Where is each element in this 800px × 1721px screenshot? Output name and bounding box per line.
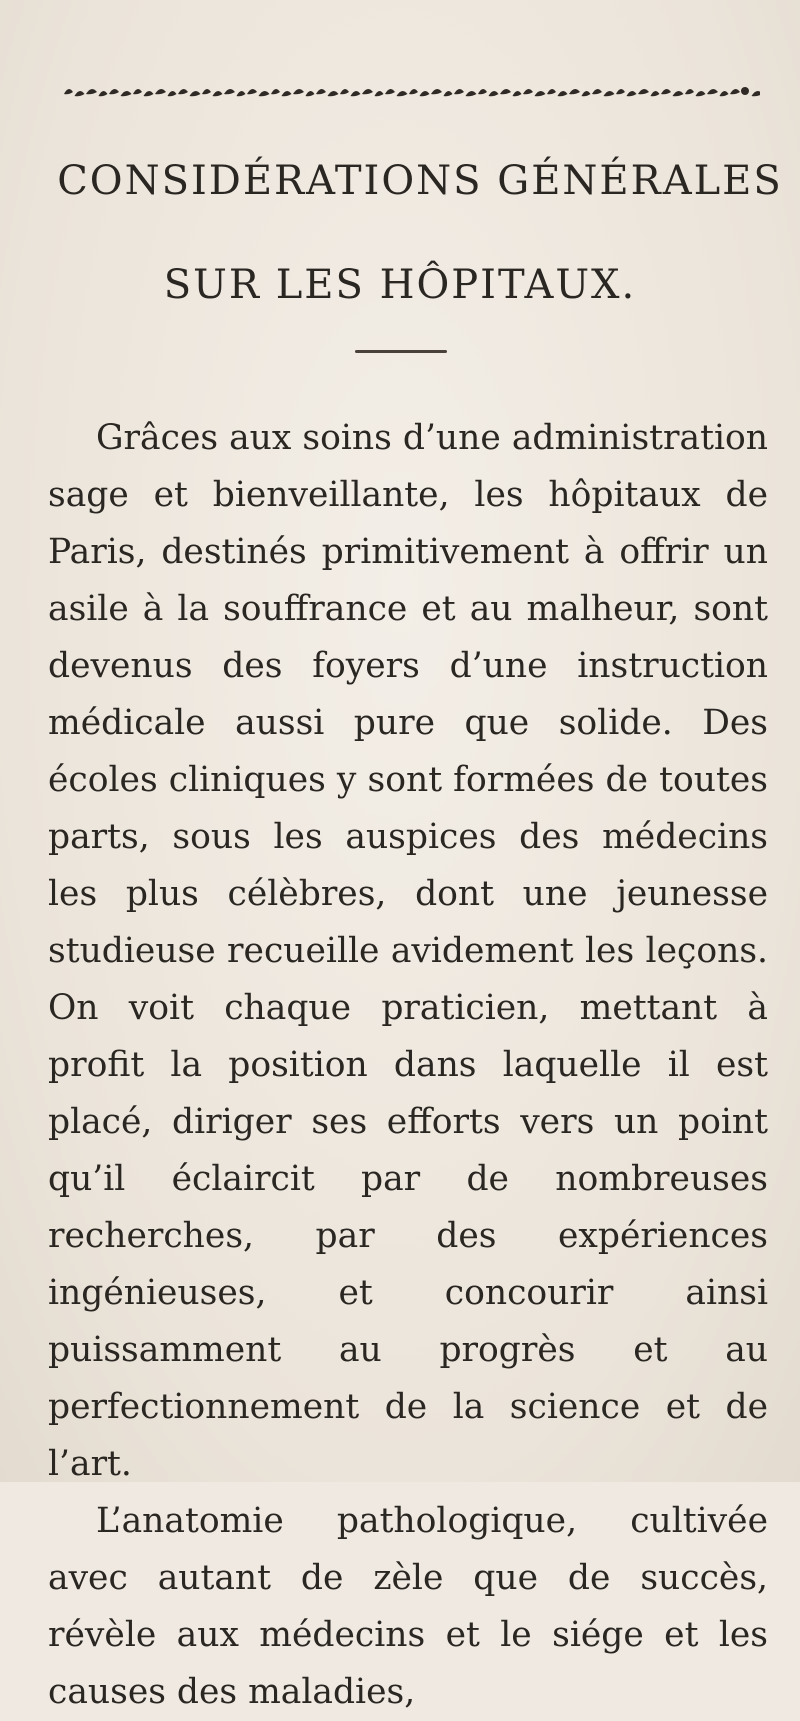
ornament-leaf: [489, 91, 499, 96]
ornament-leaf: [155, 89, 166, 94]
ornament-leaf: [638, 89, 649, 94]
ornament-leaf: [696, 91, 706, 96]
ornament-leaf: [202, 89, 211, 94]
ornament-dot: [741, 87, 749, 95]
ornament-leaf: [431, 89, 442, 94]
ornament-leaf: [547, 89, 556, 94]
ornament-leaf: [409, 89, 418, 94]
ornament-leaf: [558, 91, 568, 96]
ornament-leaf: [397, 91, 408, 96]
ornament-leaf: [500, 89, 511, 94]
body-text: [48, 410, 768, 1721]
ornament-leaf: [213, 91, 223, 96]
ornament-leaf: [752, 91, 761, 96]
ornament-leaf: [523, 89, 533, 94]
ornament-leaf: [64, 89, 73, 94]
ornament-leaf: [385, 89, 395, 94]
ornament-leaf: [306, 91, 315, 96]
ornament-leaf: [685, 89, 694, 94]
ornament-leaf: [351, 91, 361, 96]
ornament-leaf: [224, 89, 235, 94]
ornament-leaf: [673, 91, 684, 96]
paragraph-2: L’anatomie pathologique, cultivée avec autant de zèle que de succès, révèle aux médecins et le siége et les causes des maladies,: [48, 1501, 768, 1712]
ornament-leaf: [444, 91, 453, 96]
ornament-leaf: [420, 91, 430, 96]
paragraph-1: Grâces aux soins d’une administration sage et bienveillante, les hôpitaux de Paris, destinés primitivement à offrir un asile à la souffrance et au malheur, sont devenus des foyers d’une instruction médicale aussi pure que solide. Des écoles cliniques y sont formées de toutes parts, sous les auspices des médecins les plus célèbres, dont une jeunesse studieuse recueille avidement les leçons. On voit chaque praticien, mettant à profit la position dans laquelle il est placé, diriger ses efforts vers un point qu’il éclaircit par de nombreuses recherches, par des expériences ingénieuses, et concourir ainsi puissamment au progrès et au perfectionnement de la science et de l’art.: [48, 418, 768, 1484]
ornament-leaf: [144, 91, 154, 96]
ornament-leaf: [604, 91, 615, 96]
ornament-leaf: [121, 91, 132, 96]
ornament-leaf: [316, 89, 326, 94]
ornament-leaf: [535, 91, 546, 96]
ornament-leaf: [293, 89, 304, 94]
ornament-leaf: [190, 91, 201, 96]
ornament-leaf: [99, 91, 108, 96]
ornament-leaf: [569, 89, 580, 94]
ornament-leaf: [466, 91, 477, 96]
ornament-leaf: [75, 91, 85, 96]
ornament-leaf: [661, 89, 671, 94]
ornament-leaf: [109, 89, 119, 94]
ornament-leaf: [168, 91, 177, 96]
ornament-leaf: [592, 89, 602, 94]
ornament-leaf: [478, 89, 487, 94]
ornament-leaf: [707, 89, 718, 94]
ornament-leaf: [616, 89, 625, 94]
ornament-leaf: [271, 89, 280, 94]
title-divider: [355, 350, 447, 353]
ornament-leaf: [730, 89, 740, 94]
page-title: CONSIDÉRATIONS GÉNÉRALES: [57, 158, 783, 204]
ornament-pattern-icon: [60, 82, 760, 102]
ornament-leaf: [86, 89, 97, 94]
ornament-leaf: [133, 89, 142, 94]
ornament-leaf: [259, 91, 270, 96]
ornament-leaf: [582, 91, 591, 96]
ornament-leaf: [328, 91, 339, 96]
ornament-leaf: [247, 89, 257, 94]
ornament-leaf: [513, 91, 522, 96]
ornament-leaf: [237, 91, 246, 96]
ornament-leaf: [362, 89, 373, 94]
ornament-leaf: [651, 91, 660, 96]
ornament-leaf: [282, 91, 292, 96]
ornament-leaf: [454, 89, 464, 94]
decorative-ornament-band: [60, 82, 760, 102]
ornament-leaf: [720, 91, 729, 96]
ornament-leaf: [375, 91, 384, 96]
page-subtitle: SUR LES HÔPITAUX.: [163, 262, 637, 308]
ornament-leaf: [340, 89, 349, 94]
ornament-leaf: [627, 91, 637, 96]
ornament-leaf: [178, 89, 188, 94]
